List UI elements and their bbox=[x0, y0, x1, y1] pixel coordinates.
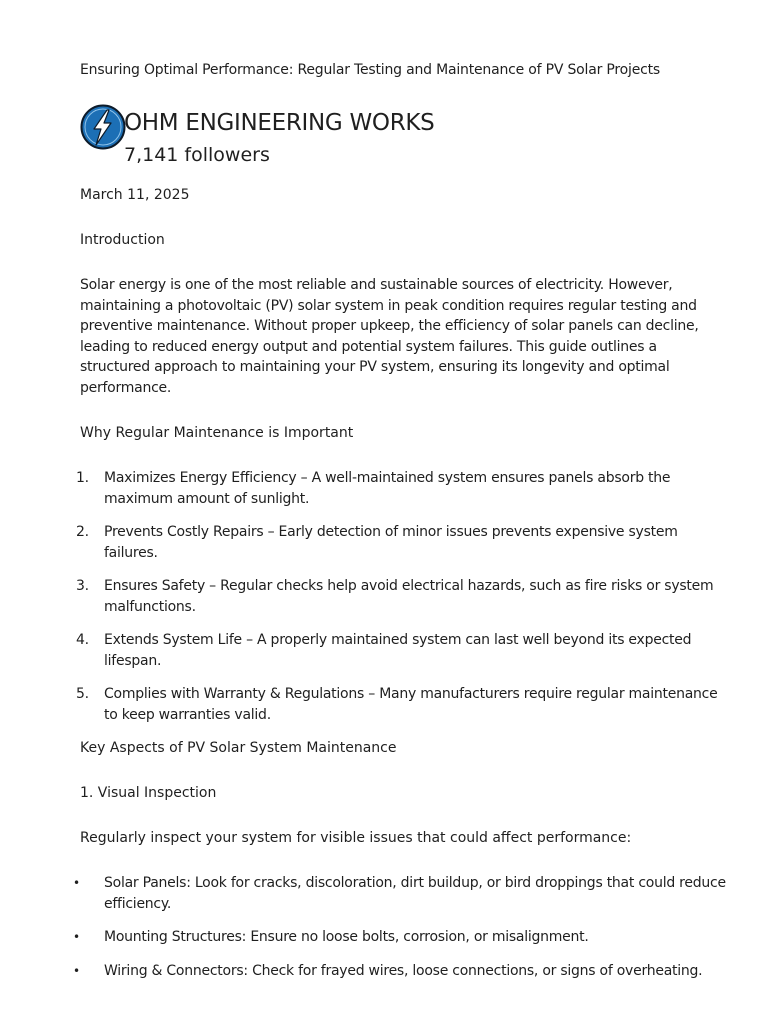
list-item bbox=[73, 961, 730, 982]
why-heading: Why Regular Maintenance is Important bbox=[80, 425, 354, 441]
list-item-text: Wiring & Connectors: Check for frayed wires, loose connections, or signs of overheating. bbox=[104, 962, 703, 979]
list-item-text: Solar Panels: Look for cracks, discoloration, dirt buildup, or bird droppings that could reduce efficiency. bbox=[104, 875, 726, 912]
list-marker: 1. bbox=[76, 470, 89, 486]
list-item-text: Complies with Warranty & Regulations – Many manufacturers require regular maintenance to keep warranties valid. bbox=[104, 686, 718, 723]
visual-inspection-heading: 1. Visual Inspection bbox=[80, 785, 217, 801]
visual-inspection-intro: Regularly inspect your system for visible issues that could affect performance: bbox=[80, 830, 632, 846]
list-item-text: Ensures Safety – Regular checks help avoid electrical hazards, such as fire risks or system malfunctions. bbox=[104, 578, 714, 615]
bullet-marker: • bbox=[73, 876, 80, 890]
visual-inspection-list bbox=[73, 873, 730, 981]
list-item bbox=[76, 576, 730, 617]
key-aspects-heading: Key Aspects of PV Solar System Maintenance bbox=[80, 740, 397, 756]
list-item-text: Prevents Costly Repairs – Early detection of minor issues prevents expensive system failures. bbox=[104, 524, 678, 561]
list-item-text: Mounting Structures: Ensure no loose bolts, corrosion, or misalignment. bbox=[104, 929, 589, 945]
list-marker: 5. bbox=[76, 686, 89, 702]
list-item bbox=[73, 873, 730, 914]
bullet-marker: • bbox=[73, 963, 80, 978]
list-item-text: Maximizes Energy Efficiency – A well-maintained system ensures panels absorb the maximum amount of sunlight. bbox=[104, 470, 671, 507]
intro-paragraph: Solar energy is one of the most reliable and sustainable sources of electricity. However, maintaining a photovoltaic (PV) solar system in peak condition requires regular testing and preventive maintenance. Without proper upkeep, the efficiency of solar panels can decline, leading to reduced energy output and potential system failures. This guide outlines a structured approach to maintaining your PV system, ensuring its longevity and optimal performance. bbox=[80, 277, 699, 396]
list-item bbox=[76, 468, 730, 509]
publish-date: March 11, 2025 bbox=[80, 187, 190, 203]
lightning-bolt-icon bbox=[80, 104, 126, 150]
bullet-marker: • bbox=[73, 930, 80, 944]
list-item bbox=[76, 630, 730, 671]
intro-heading: Introduction bbox=[80, 232, 165, 248]
list-marker: 3. bbox=[76, 578, 89, 594]
why-list bbox=[76, 468, 730, 725]
company-name[interactable]: OHM ENGINEERING WORKS bbox=[124, 110, 435, 136]
company-header bbox=[80, 104, 730, 172]
document-title: Ensuring Optimal Performance: Regular Testing and Maintenance of PV Solar Projects bbox=[80, 62, 661, 78]
document-page bbox=[73, 60, 730, 994]
list-marker: 4. bbox=[76, 632, 89, 648]
followers-count: 7,141 followers bbox=[124, 144, 270, 166]
list-item-text: Extends System Life – A properly maintained system can last well beyond its expected lifespan. bbox=[104, 632, 692, 669]
list-item bbox=[76, 522, 730, 563]
list-item bbox=[73, 927, 730, 948]
list-marker: 2. bbox=[76, 524, 89, 540]
list-item bbox=[76, 684, 730, 725]
